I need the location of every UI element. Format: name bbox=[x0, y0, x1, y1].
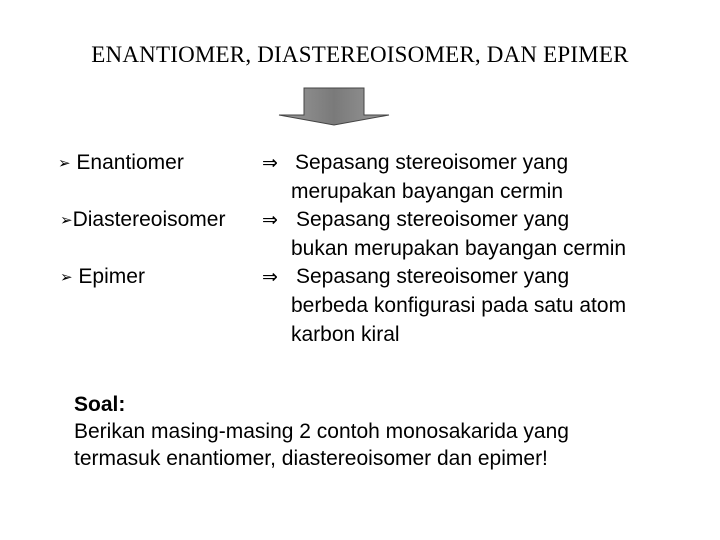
term-enantiomer bbox=[58, 151, 184, 176]
question-block bbox=[74, 391, 569, 472]
definition-line: Sepasang stereoisomer yang bbox=[296, 265, 570, 288]
definition-line: Sepasang stereoisomer yang bbox=[296, 208, 570, 231]
term-label: Epimer bbox=[78, 265, 145, 288]
bullet-icon: ➢ bbox=[60, 212, 73, 229]
bullet-icon: ➢ bbox=[60, 269, 73, 286]
definition-line: berbeda konfigurasi pada satu atom bbox=[291, 294, 627, 317]
term-diastereoisomer bbox=[60, 208, 225, 233]
question-text-line: Berikan masing-masing 2 contoh monosakarida yang bbox=[74, 420, 569, 443]
page-title: ENANTIOMER, DIASTEREOISOMER, DAN EPIMER bbox=[91, 42, 629, 67]
definition-line: Sepasang stereoisomer yang bbox=[295, 151, 569, 174]
definition-line: bukan merupakan bayangan cermin bbox=[291, 237, 627, 260]
implies-icon: ⇒ bbox=[262, 209, 278, 231]
definition-line: karbon kiral bbox=[291, 323, 400, 346]
question-text-line: termasuk enantiomer, diastereoisomer dan epimer! bbox=[74, 447, 548, 470]
question-heading: Soal: bbox=[74, 393, 126, 416]
term-label: Enantiomer bbox=[76, 151, 184, 174]
down-arrow-icon bbox=[275, 87, 393, 127]
definition-line: merupakan bayangan cermin bbox=[291, 180, 563, 203]
term-label: Diastereoisomer bbox=[72, 208, 226, 231]
bullet-icon: ➢ bbox=[58, 155, 71, 172]
term-epimer bbox=[60, 265, 145, 290]
implies-icon: ⇒ bbox=[262, 266, 278, 288]
implies-icon: ⇒ bbox=[262, 152, 278, 174]
